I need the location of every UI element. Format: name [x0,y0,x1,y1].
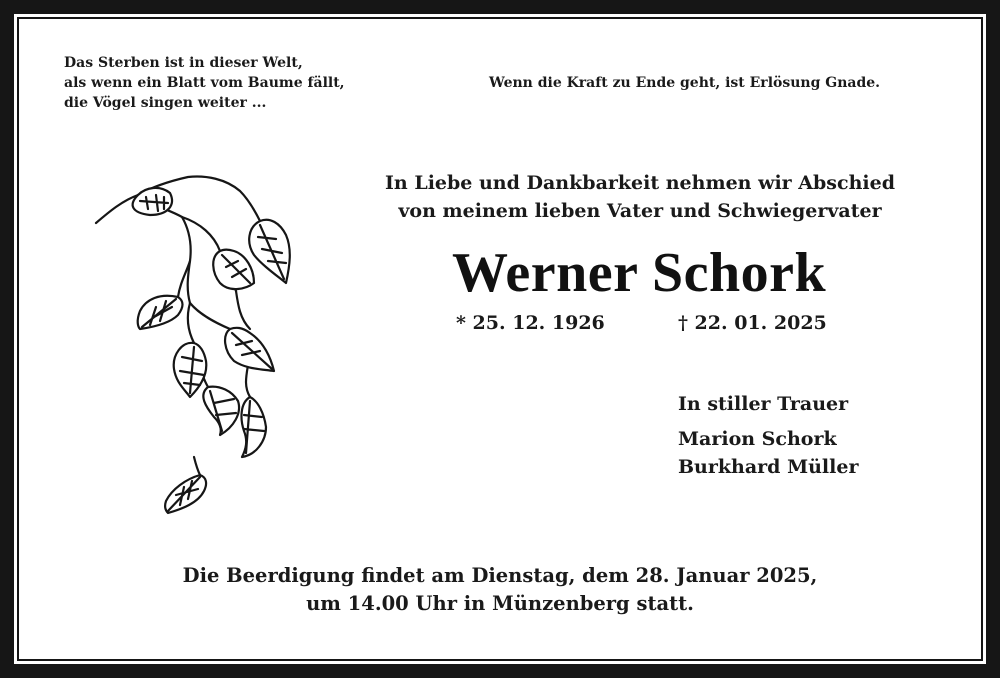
funeral-info-line: um 14.00 Uhr in Münzenberg statt. [306,592,694,615]
quote-left-line: Das Sterben ist in dieser Welt, [64,55,303,71]
intro-line: In Liebe und Dankbarkeit nehmen wir Abschied [385,172,895,194]
quote-right: Wenn die Kraft zu Ende geht, ist Erlösung Gnade. [489,75,881,91]
quote-left-line: als wenn ein Blatt vom Baume fällt, [64,75,345,91]
death-date: † 22. 01. 2025 [678,312,827,334]
signatory-name: Burkhard Müller [678,456,859,478]
quote-left-line: die Vögel singen weiter ... [64,95,267,111]
funeral-info-line: Die Beerdigung findet am Dienstag, dem 28. Januar 2025, [182,564,818,587]
quote-left [64,53,345,113]
birch-branch-icon [90,165,300,520]
signatory-name: Marion Schork [678,428,837,450]
mourning-heading: In stiller Trauer [678,393,849,415]
intro-line: von meinem lieben Vater und Schwiegervater [398,200,882,222]
birth-date: * 25. 12. 1926 [456,312,605,334]
deceased-name: Werner Schork [452,242,827,304]
